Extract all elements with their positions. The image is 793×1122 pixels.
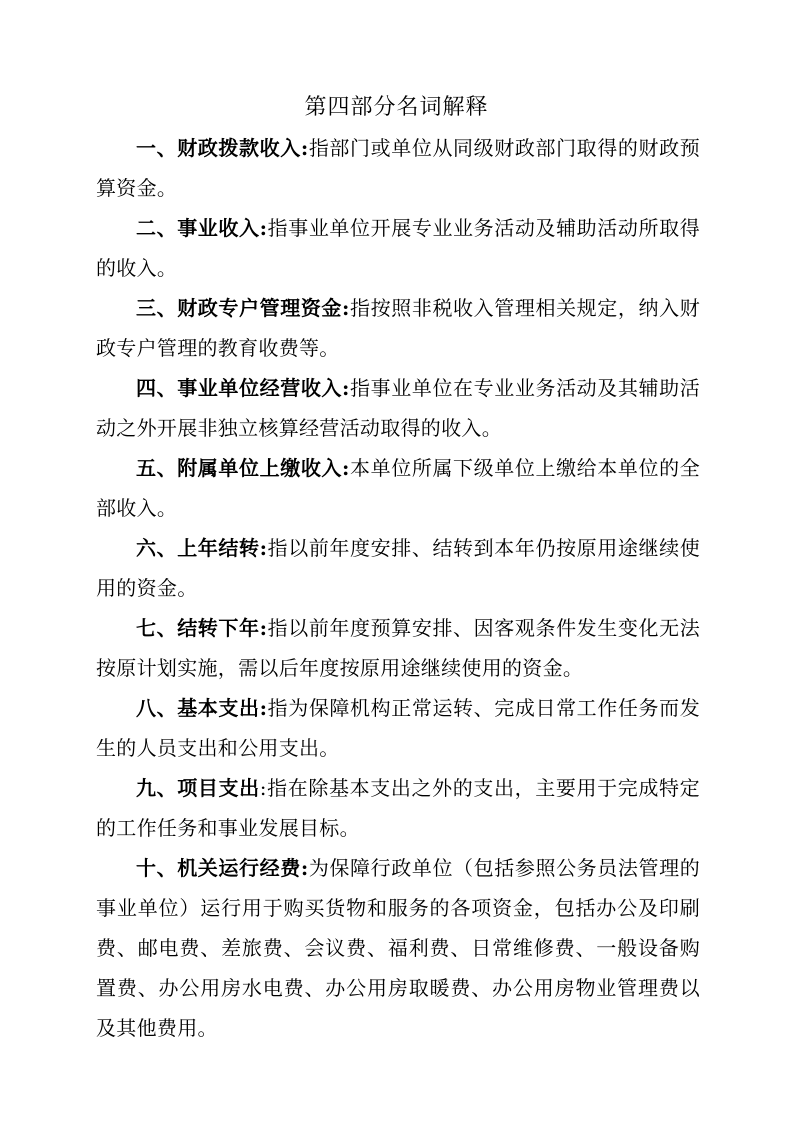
term-paragraph [96, 448, 700, 528]
term-heading: 七、结转下年: [136, 616, 268, 640]
terms-list [96, 128, 700, 1048]
term-paragraph [96, 608, 700, 688]
term-paragraph [96, 208, 700, 288]
term-paragraph [96, 528, 700, 608]
term-definition: 指以前年度安排、结转到本年仍按原用途继续使用的资金。 [96, 536, 700, 600]
term-heading: 九、项目支出 [136, 776, 260, 800]
term-definition: 指事业单位在专业业务活动及其辅助活动之外开展非独立核算经营活动取得的收入。 [96, 376, 700, 440]
term-definition: 为保障行政单位（包括参照公务员法管理的事业单位）运行用于购买货物和服务的各项资金，包括办公及印刷费、邮电费、差旅费、会议费、福利费、日常维修费、一般设备购置费、办公用房水电费、办公用房取暖费、办公用房物业管理费以及其他费用。 [96, 856, 700, 1040]
term-heading: 八、基本支出: [136, 696, 268, 720]
term-definition: 指部门或单位从同级财政部门取得的财政预算资金。 [96, 136, 700, 200]
term-definition: 指事业单位开展专业业务活动及辅助活动所取得的收入。 [96, 216, 700, 280]
term-paragraph [96, 768, 700, 848]
term-paragraph [96, 128, 700, 208]
term-paragraph [96, 288, 700, 368]
term-heading: 五、附属单位上缴收入: [136, 456, 350, 480]
page-title: 第四部分名词解释 [304, 95, 489, 120]
term-definition: 本单位所属下级单位上缴给本单位的全部收入。 [96, 456, 700, 520]
term-definition: 指为保障机构正常运转、完成日常工作任务而发生的人员支出和公用支出。 [96, 696, 700, 760]
term-paragraph [96, 848, 700, 1048]
term-definition: :指在除基本支出之外的支出，主要用于完成特定的工作任务和事业发展目标。 [96, 776, 700, 840]
term-definition: 指以前年度预算安排、因客观条件发生变化无法按原计划实施，需以后年度按原用途继续使用的资金。 [96, 616, 700, 680]
term-paragraph [96, 688, 700, 768]
term-definition: 指按照非税收入管理相关规定，纳入财政专户管理的教育收费等。 [96, 296, 700, 360]
term-heading: 十、机关运行经费: [136, 856, 309, 880]
term-heading: 二、事业收入: [136, 216, 268, 240]
term-heading: 三、财政专户管理资金: [136, 296, 350, 320]
term-paragraph [96, 368, 700, 448]
term-heading: 六、上年结转: [136, 536, 268, 560]
term-heading: 一、财政拨款收入: [136, 136, 309, 160]
term-heading: 四、事业单位经营收入: [136, 376, 350, 400]
